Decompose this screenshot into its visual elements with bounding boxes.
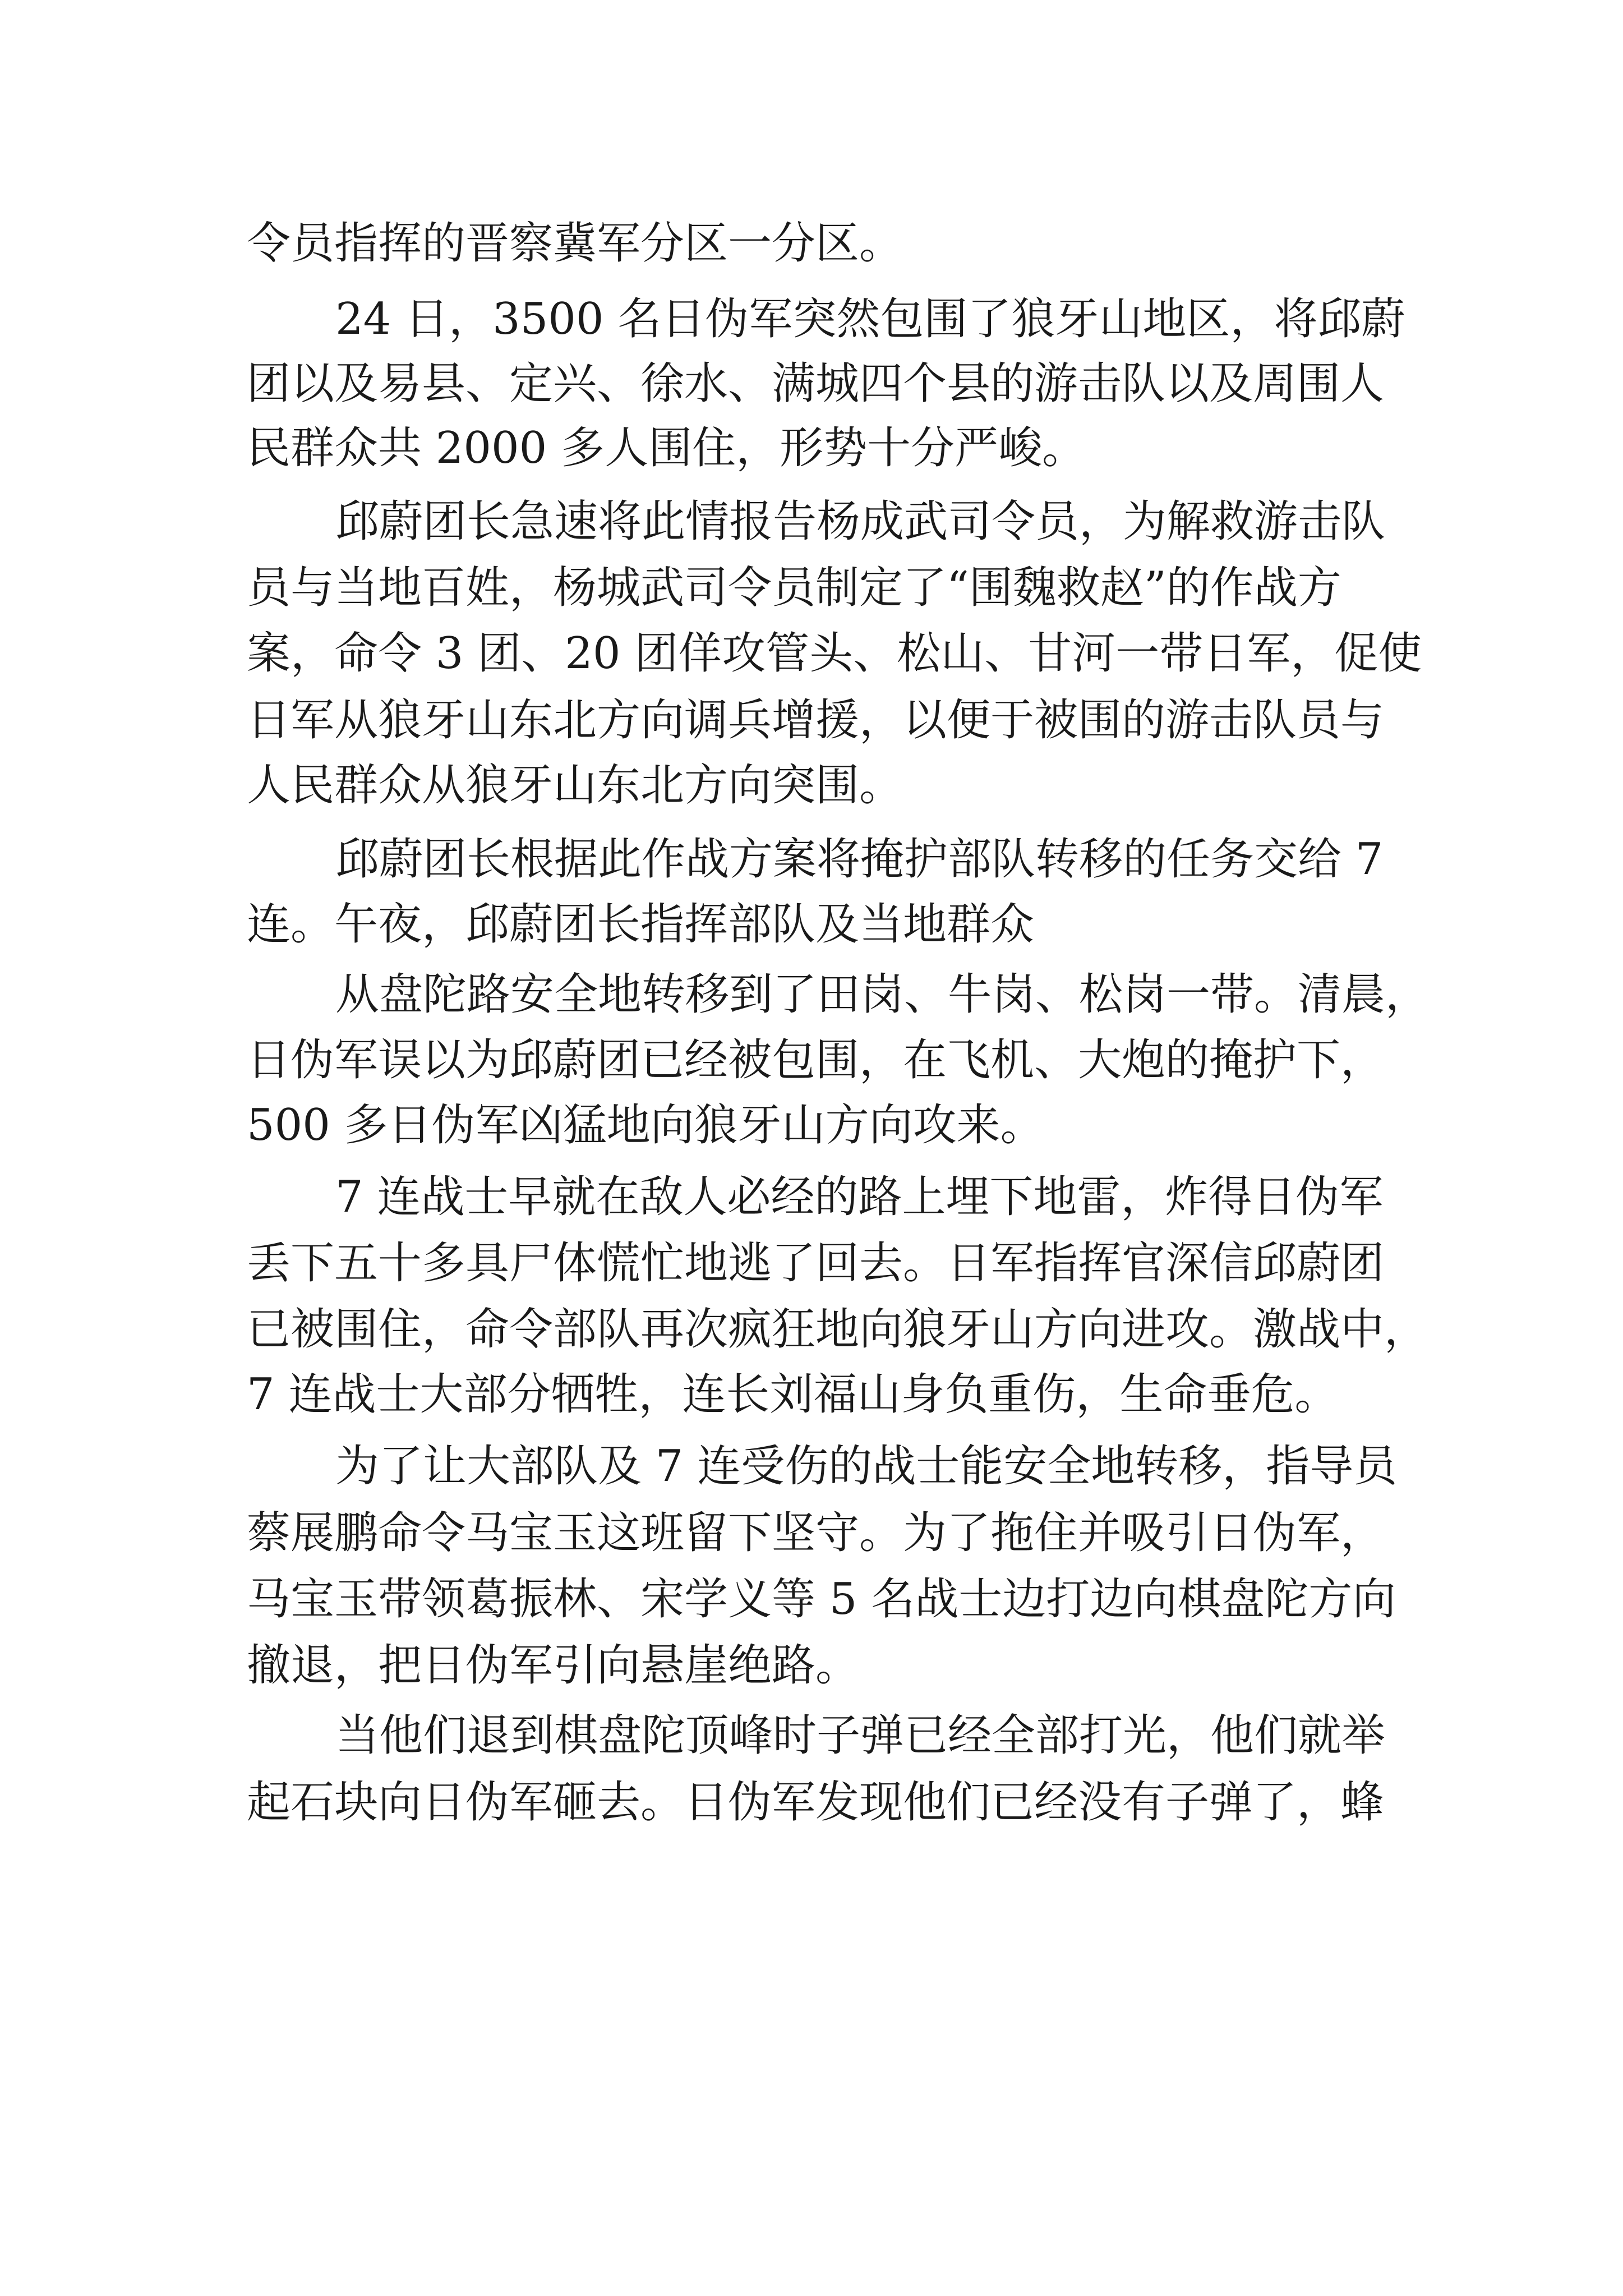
text-line: 日军从狼牙山东北方向调兵增援，以便于被围的游击队员与 (247, 695, 1385, 746)
text-line: 7 连战士早就在敌人必经的路上埋下地雷，炸得日伪军 (335, 1172, 1384, 1222)
text-line: 人民群众从狼牙山东北方向突围。 (247, 760, 903, 811)
text-line: 令员指挥的晋察冀军分区一分区。 (247, 218, 903, 269)
text-line: 邱蔚团长急速将此情报告杨成武司令员，为解救游击队 (335, 496, 1386, 547)
text-line: 案，命令 3 团、20 团佯攻管头、松山、甘河一带日军，促使 (247, 628, 1422, 679)
text-line: 员与当地百姓，杨城武司令员制定了“围魏救赵”的作战方 (247, 563, 1341, 613)
text-line: 丢下五十多具尸体慌忙地逃了回去。日军指挥官深信邱蔚团 (247, 1238, 1385, 1289)
text-line: 日伪军误以为邱蔚团已经被包围，在飞机、大炮的掩护下， (247, 1035, 1385, 1085)
text-line: 500 多日伪军凶猛地向狼牙山方向攻来。 (247, 1100, 1044, 1151)
text-line: 马宝玉带领葛振林、宋学义等 5 名战士边打边向棋盘陀方向 (247, 1574, 1396, 1625)
text-line: 蔡展鹏命令马宝玉这班留下坚守。为了拖住并吸引日伪军， (247, 1508, 1385, 1558)
text-line: 民群众共 2000 多人围住，形势十分严峻。 (247, 423, 1086, 473)
text-line: 邱蔚团长根据此作战方案将掩护部队转移的任务交给 7 (335, 834, 1384, 885)
text-line: 连。午夜，邱蔚团长指挥部队及当地群众 (247, 899, 1035, 950)
text-line: 从盘陀路安全地转移到了田岗、牛岗、松岗一带。清晨， (335, 969, 1430, 1020)
text-line: 团以及易县、定兴、徐水、满城四个县的游击队以及周围人 (247, 358, 1385, 409)
text-line: 起石块向日伪军砸去。日伪军发现他们已经没有子弹了，蜂 (247, 1777, 1385, 1828)
text-line: 撤退，把日伪军引向悬崖绝路。 (247, 1640, 860, 1691)
text-line: 当他们退到棋盘陀顶峰时子弹已经全部打光，他们就举 (335, 1710, 1386, 1761)
text-line: 24 日，3500 名日伪军突然包围了狼牙山地区，将邱蔚 (335, 294, 1405, 344)
text-line: 已被围住，命令部队再次疯狂地向狼牙山方向进攻。激战中， (247, 1304, 1428, 1355)
text-line: 7 连战士大部分牺牲，连长刘福山身负重伤，生命垂危。 (247, 1369, 1339, 1420)
text-line: 为了让大部队及 7 连受伤的战士能安全地转移，指导员 (335, 1441, 1398, 1492)
